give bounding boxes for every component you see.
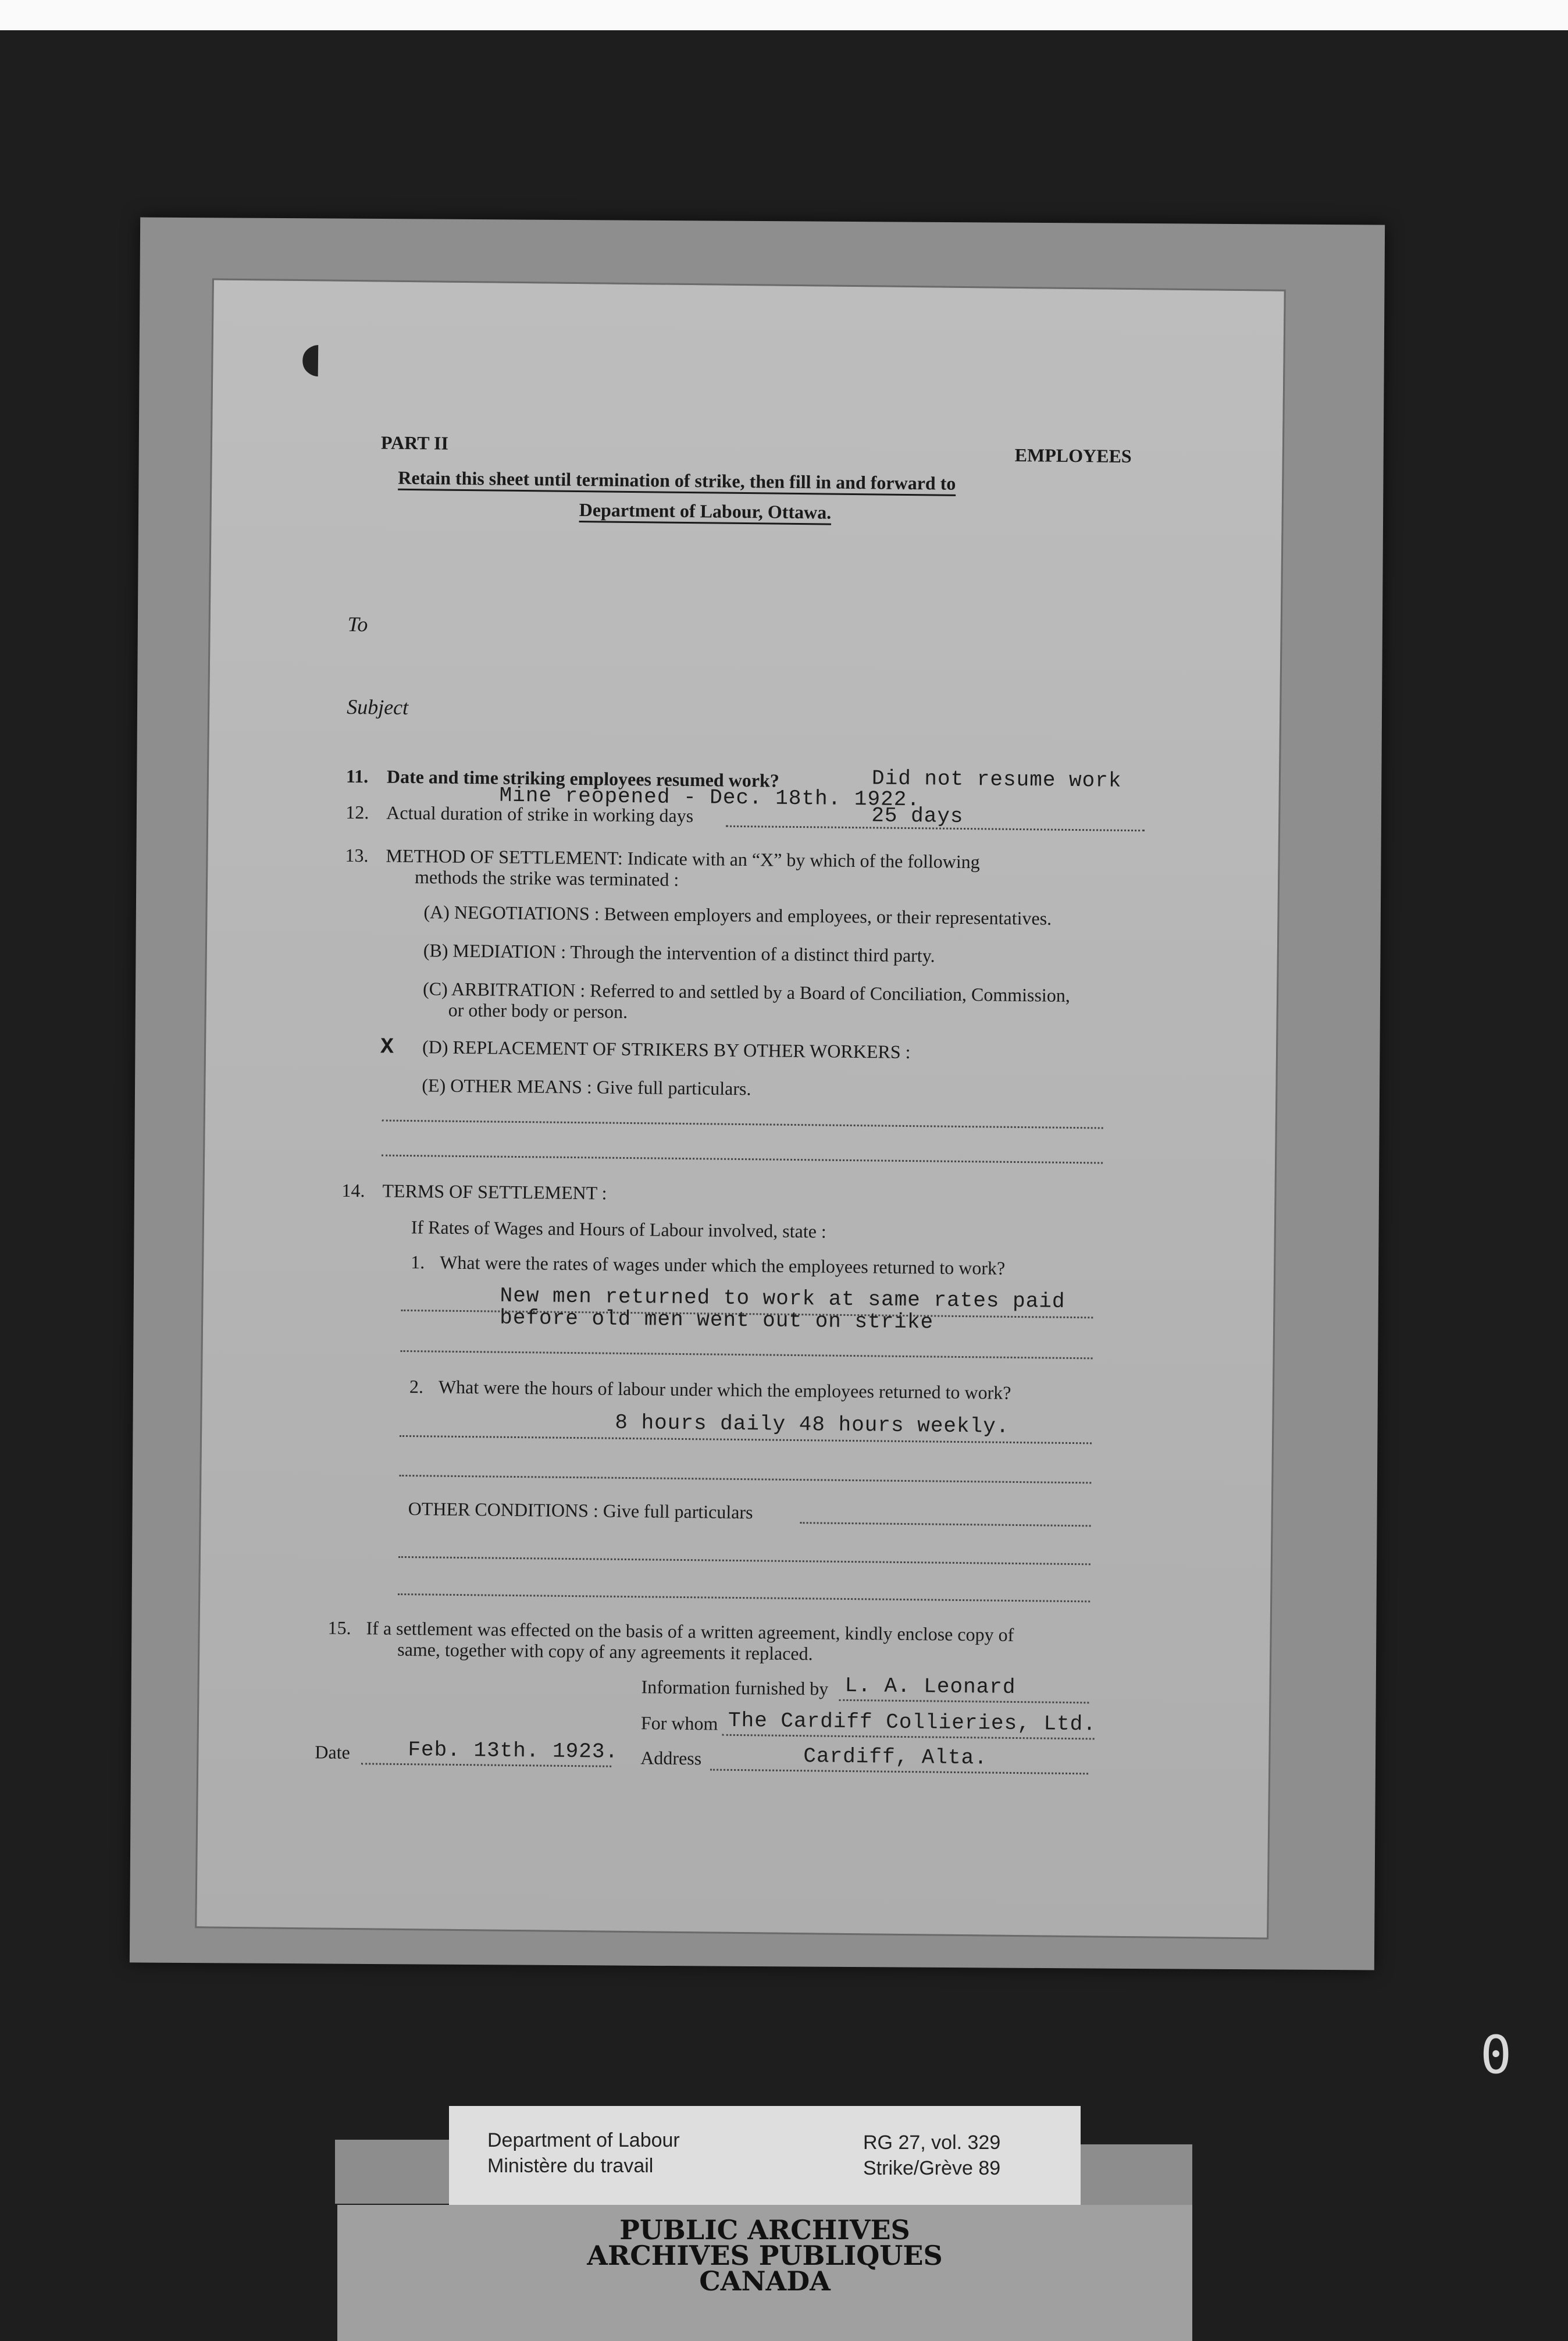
- q14-sub1-question: What were the rates of wages under which the employees returned to work?: [440, 1251, 1006, 1279]
- q11-answer-2: Mine reopened - Dec. 18th. 1922.: [499, 783, 921, 812]
- q13-number: 13.: [345, 844, 369, 866]
- q14-sub2-number: 2.: [409, 1376, 424, 1397]
- option-c-key: (C): [422, 978, 448, 999]
- stamp-line-1: PUBLIC ARCHIVES: [619, 2214, 910, 2246]
- archives-stamp: [337, 2205, 1192, 2341]
- whom-value: The Cardiff Collieries, Ltd.: [728, 1708, 1097, 1737]
- q14-sub2-question: What were the hours of labour under which the employees returned to work?: [438, 1376, 1011, 1403]
- archive-ref: RG 27, vol. 329: [863, 2132, 1001, 2154]
- option-e-text: OTHER MEANS : Give full particulars.: [450, 1075, 751, 1100]
- q13-label-2: methods the strike was terminated :: [414, 866, 679, 890]
- option-d-mark: X: [380, 1034, 395, 1060]
- q11-number: 11.: [345, 765, 369, 787]
- form-sheet: [195, 278, 1286, 1939]
- option-b-key: (B): [423, 940, 448, 961]
- info-line: [839, 1699, 1089, 1704]
- q14-number: 14.: [341, 1179, 365, 1201]
- part-label: PART II: [380, 432, 449, 454]
- label-tab-right: [1076, 2144, 1192, 2208]
- other-conditions-label: OTHER CONDITIONS : Give full particulars: [408, 1498, 753, 1523]
- info-value: L. A. Leonard: [844, 1673, 1016, 1700]
- q14-sub1-answer-2: before old men went out on strike: [500, 1305, 934, 1335]
- q14-intro: If Rates of Wages and Hours of Labour involved, state :: [411, 1216, 826, 1242]
- q15-number: 15.: [327, 1617, 351, 1639]
- q13-label-1: METHOD OF SETTLEMENT: Indicate with an “X” by which of the following: [386, 845, 980, 873]
- q12-answer: 25 days: [871, 803, 964, 828]
- instruction-line-2: Department of Labour, Ottawa.: [579, 499, 832, 523]
- q12-label: Actual duration of strike in working days: [386, 802, 694, 827]
- option-c-text: ARBITRATION : Referred to and settled by a Board of Conciliation, Commission,: [451, 978, 1070, 1006]
- other-conditions-line-2: [398, 1556, 1091, 1565]
- date-line: [361, 1763, 611, 1767]
- q14-sub1-line-2: [401, 1350, 1093, 1359]
- instruction-line-1: Retain this sheet until termination of strike, then fill in and forward to: [398, 467, 956, 494]
- archive-card: [449, 2106, 1081, 2205]
- section-label: EMPLOYEES: [1014, 444, 1132, 467]
- option-c-text-2: or other body or person.: [448, 999, 628, 1022]
- option-e-line-2: [382, 1155, 1103, 1164]
- stamp-line-3: CANADA: [699, 2265, 831, 2297]
- date-value: Feb. 13th. 1923.: [408, 1738, 619, 1764]
- option-a-key: (A): [423, 901, 450, 923]
- to-label: To: [347, 612, 368, 636]
- address-line: [710, 1769, 1088, 1775]
- q15-line-1: If a settlement was effected on the basis of a written agreement, kindly enclose copy of: [366, 1617, 1014, 1645]
- q14-sub2-answer: 8 hours daily 48 hours weekly.: [615, 1410, 1010, 1439]
- option-e-key: (E): [422, 1075, 446, 1096]
- date-label: Date: [315, 1741, 350, 1763]
- q15-line-2: same, together with copy of any agreements it replaced.: [397, 1638, 813, 1664]
- q14-sub2-line-2: [399, 1475, 1091, 1483]
- option-d-key: (D): [422, 1036, 448, 1058]
- option-a: [423, 901, 1052, 929]
- ink-mark: ◖: [300, 333, 322, 382]
- option-e: [422, 1075, 751, 1100]
- whom-label: For whom: [640, 1712, 718, 1734]
- option-a-text: NEGOTIATIONS : Between employers and employees, or their representatives.: [454, 901, 1052, 929]
- label-tab-left: [335, 2140, 457, 2204]
- q11-label: Date and time striking employees resumed work?: [386, 766, 780, 791]
- other-conditions-line-3: [398, 1593, 1090, 1602]
- option-b: [423, 940, 935, 966]
- address-value: Cardiff, Alta.: [803, 1744, 988, 1770]
- option-b-text: MEDIATION : Through the intervention of a distinct third party.: [452, 940, 935, 966]
- frame-marker: 0: [1480, 2025, 1512, 2086]
- info-label: Information furnished by: [641, 1676, 829, 1699]
- q14-label: TERMS OF SETTLEMENT :: [382, 1180, 607, 1204]
- dept-fr: Ministère du travail: [487, 2155, 654, 2177]
- other-conditions-line-1: [800, 1522, 1091, 1527]
- archive-strike: Strike/Grève 89: [863, 2157, 1001, 2179]
- q11-answer-1: Did not resume work: [871, 766, 1122, 793]
- top-strip: [0, 0, 1568, 30]
- q14-sub1-number: 1.: [411, 1251, 425, 1273]
- q14-sub1-answer-1: New men returned to work at same rates paid: [500, 1283, 1065, 1314]
- subject-label: Subject: [346, 695, 409, 719]
- option-e-line-1: [382, 1120, 1103, 1129]
- q12-number: 12.: [345, 801, 369, 823]
- stamp-line-2: ARCHIVES PUBLIQUES: [587, 2240, 943, 2271]
- option-d: [422, 1036, 911, 1063]
- address-label: Address: [640, 1747, 702, 1769]
- dept-en: Department of Labour: [487, 2129, 680, 2151]
- option-d-text: REPLACEMENT OF STRIKERS BY OTHER WORKERS :: [452, 1036, 911, 1063]
